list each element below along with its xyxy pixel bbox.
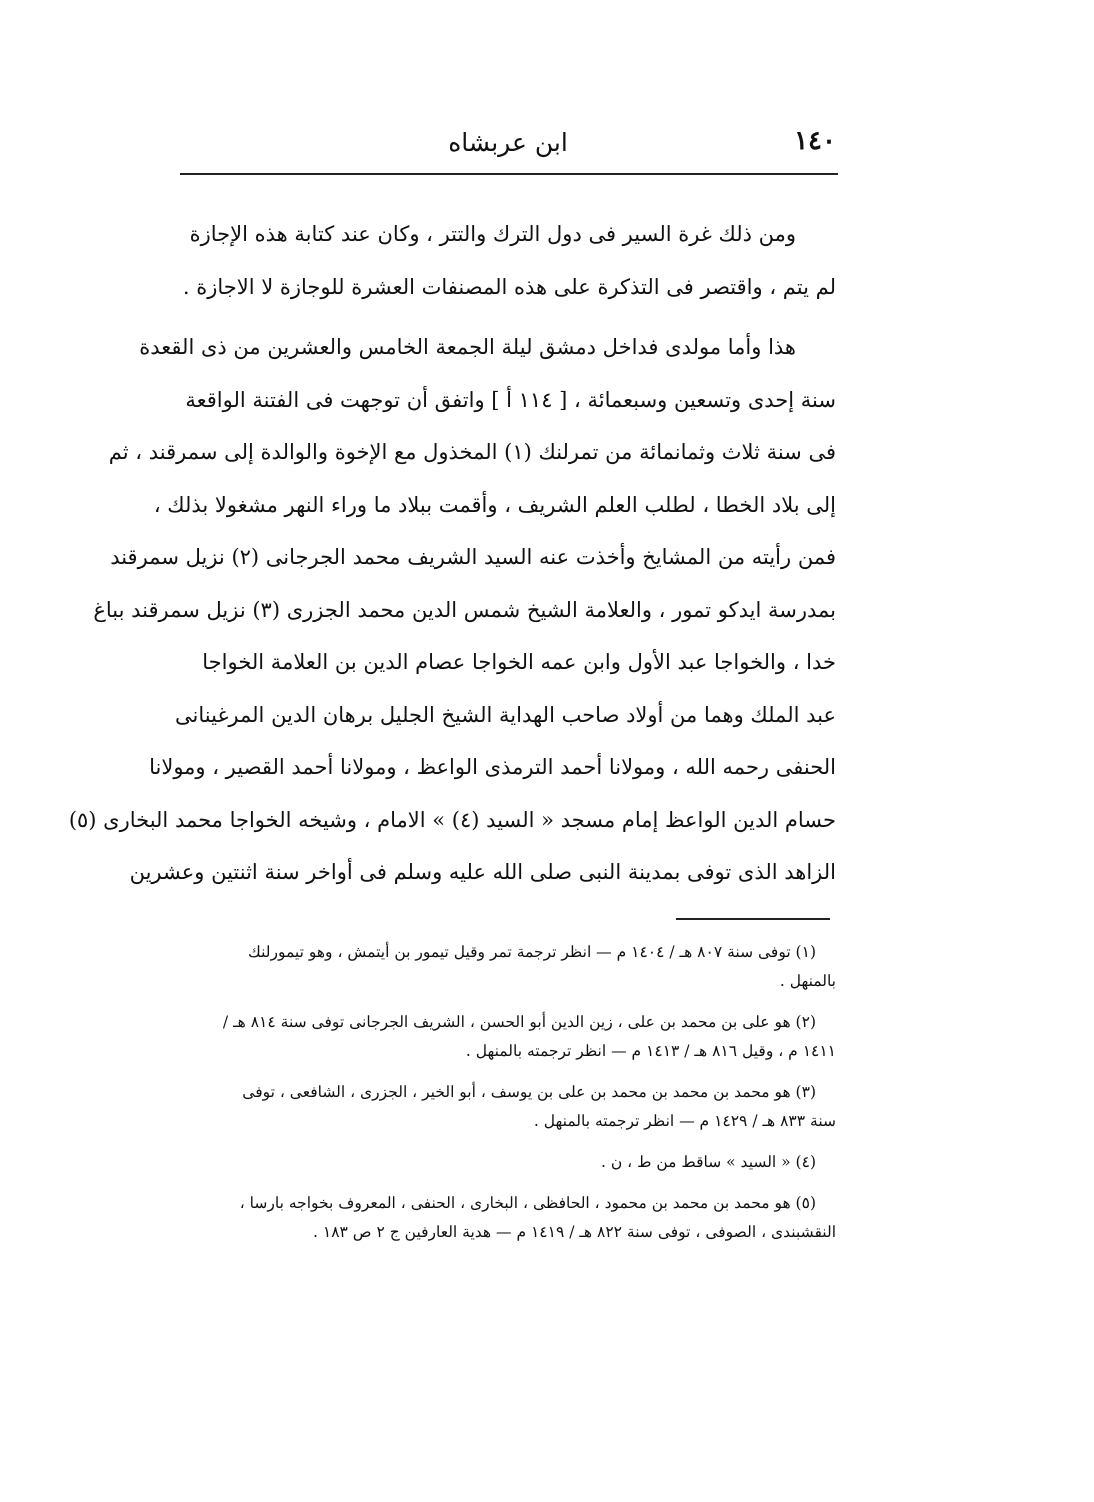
header-rule (180, 173, 838, 175)
text-line: بمدرسة ايدكو تمور ، والعلامة الشيخ شمس الدين محمد الجزرى (٣) نزيل سمرقند بباغ (93, 597, 836, 622)
footnote-line: (٤) « السيد » ساقط من ط ، ن . (601, 1153, 816, 1171)
footnote-5 (164, 1189, 836, 1247)
main-text (68, 208, 836, 899)
footnote-line: (٢) هو على بن محمد بن على ، زين الدين أبو الحسن ، الشريف الجرجانى توفى سنة ٨١٤ هـ / (222, 1013, 816, 1031)
text-line: الحنفى رحمه الله ، ومولانا أحمد الترمذى الواعظ ، ومولانا أحمد القصير ، ومولانا (149, 755, 836, 779)
footnote-line: (٥) هو محمد بن محمد بن محمود ، الحافظى ، البخارى ، الحنفى ، المعروف بخواجه بارسا ، (239, 1194, 816, 1212)
footnotes (164, 938, 836, 1259)
text-line: لم يتم ، واقتصر فى التذكرة على هذه المصنفات العشرة للوجازة لا الاجازة . (182, 274, 836, 299)
text-line: إلى بلاد الخطا ، لطلب العلم الشريف ، وأقمت ببلاد ما وراء النهر مشغولا بذلك ، (153, 492, 836, 517)
footnote-3 (164, 1078, 836, 1136)
page-number: ١٤٠ (794, 126, 836, 156)
page-header (180, 126, 836, 170)
text-line: عبد الملك وهما من أولاد صاحب الهداية الشيخ الجليل برهان الدين المرغينانى (175, 702, 836, 727)
footnote-line: بالمنهل . (779, 972, 836, 990)
footnote-2 (164, 1008, 836, 1066)
footnote-line: سنة ٨٣٣ هـ / ١٤٢٩ م — انظر ترجمته بالمنهل . (533, 1112, 836, 1130)
running-title: ابن عربشاه (448, 128, 568, 157)
footnote-line: (٣) هو محمد بن محمد بن محمد بن على بن يوسف ، أبو الخير ، الجزرى ، الشافعى ، توفى (242, 1083, 816, 1101)
text-line: الزاهد الذى توفى بمدينة النبى صلى الله عليه وسلم فى أواخر سنة اثنتين وعشرين (129, 860, 836, 884)
text-line: فى سنة ثلاث وثمانمائة من تمرلنك (١) المخذول مع الإخوة والوالدة إلى سمرقند ، ثم (108, 440, 836, 464)
footnote-rule (676, 918, 830, 920)
text-line: هذا وأما مولدى فداخل دمشق ليلة الجمعة الخامس والعشرين من ذى القعدة (139, 335, 796, 359)
text-line: خدا ، والخواجا عبد الأول وابن عمه الخواجا عصام الدين بن العلامة الخواجا (202, 650, 836, 674)
text-line: سنة إحدى وتسعين وسبعمائة ، [ ١١٤ أ ] واتفق أن توجهت فى الفتنة الواقعة (185, 387, 836, 412)
footnote-line: ١٤١١ م ، وقيل ٨١٦ هـ / ١٤١٣ م — انظر ترجمته بالمنهل . (465, 1042, 836, 1060)
footnote-1 (164, 938, 836, 996)
text-line: فمن رأيته من المشايخ وأخذت عنه السيد الشريف محمد الجرجانى (٢) نزيل سمرقند (110, 545, 836, 569)
footnote-line: (١) توفى سنة ٨٠٧ هـ / ١٤٠٤ م — انظر ترجمة تمر وقيل تيمور بن أيتمش ، وهو تيمورلنك (248, 943, 816, 961)
text-line: ومن ذلك غرة السير فى دول الترك والتتر ، وكان عند كتابة هذه الإجازة (189, 222, 796, 246)
footnote-4 (164, 1148, 836, 1177)
text-line: حسام الدين الواعظ إمام مسجد « السيد (٤) » الامام ، وشيخه الخواجا محمد البخارى (٥) (68, 807, 836, 832)
footnote-line: النقشبندى ، الصوفى ، توفى سنة ٨٢٢ هـ / ١٤١٩ م — هدية العارفين ج ٢ ص ١٨٣ . (313, 1223, 836, 1241)
